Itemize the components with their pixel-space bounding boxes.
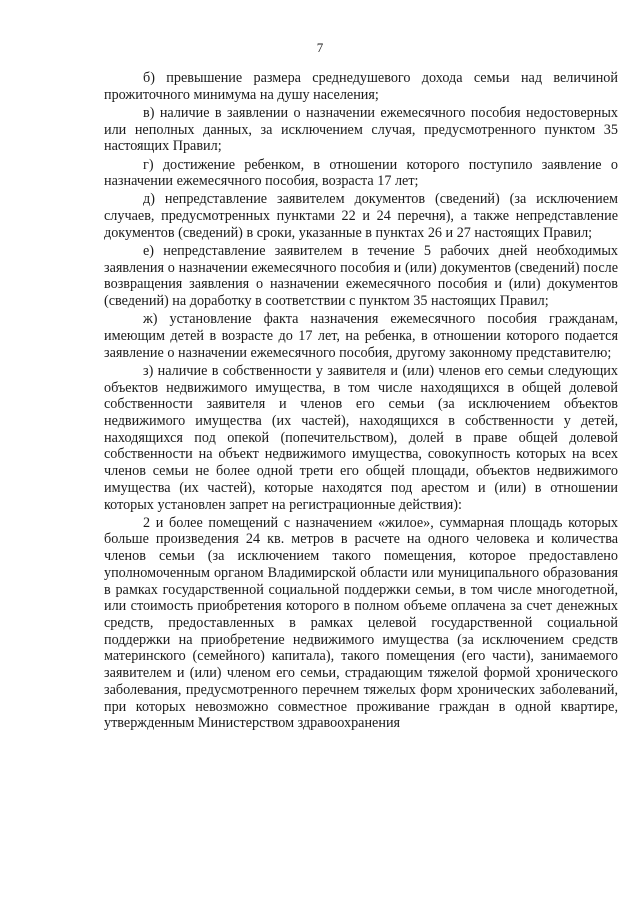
paragraph-z-item-1: 2 и более помещений с назначением «жилое», суммарная площадь которых больше произведения 24 кв. метров в расчете на одного человека и количества членов семьи (за исключением такого помещения, которое предоставлено уполномоченным органом Владимирской области или муниципального образования в рамках государственной социальной поддержки семьи, в том числе многодетной, или стоимость приобретения которого в полном объеме оплачена за счет денежных средств, предоставленных в рамках целевой государственной социальной поддержки на приобретение недвижимого имущества (за исключением средств материнского (семейного) капитала), такого помещения (его части), занимаемого заявителем и (или) членом его семьи, страдающим тяжелой формой хронического заболевания, предусмотренного перечнем тяжелых форм хронических заболеваний, при которых невозможно совместное проживание граждан в одной квартире, утвержденным Министерством здравоохранения (104, 514, 618, 732)
paragraph-d: д) непредставление заявителем документов (сведений) (за исключением случаев, предусмотренных пунктами 22 и 24 перечня), а также непредставление документов (сведений) в сроки, указанные в пунктах 26 и 27 настоящих Правил; (104, 191, 618, 241)
paragraph-v: в) наличие в заявлении о назначении ежемесячного пособия недостоверных или неполных данных, за исключением случая, предусмотренного пунктом 35 настоящих Правил; (104, 104, 618, 155)
paragraph-g: г) достижение ребенком, в отношении которого поступило заявление о назначении ежемесячного пособия, возраста 17 лет; (104, 156, 618, 190)
document-body (104, 70, 618, 733)
paragraph-e: е) непредставление заявителем в течение 5 рабочих дней необходимых заявления о назначении ежемесячного пособия и (или) документов (сведений) после возвращения заявления о назначении ежемесячного пособия и (или) документов (сведений) на доработку в соответствии с пунктом 35 настоящих Правил; (104, 243, 618, 310)
paragraph-z: з) наличие в собственности у заявителя и (или) членов его семьи следующих объектов недвижимого имущества, в том числе находящихся в общей долевой собственности заявителя и членов его семьи (за исключением объектов недвижимого имущества (их частей), находящихся в собственности у детей, находящихся под опекой (попечительством), долей в праве общей долевой собственности на объект недвижимого имущества, совокупность которых на всех членов семьи не более одной трети его общей площади, объектов недвижимого имущества (их частей), которые находятся под арестом и (или) в отношении которых установлен запрет на регистрационные действия): (104, 362, 618, 513)
paragraph-b: б) превышение размера среднедушевого дохода семьи над величиной прожиточного минимума на душу населения; (104, 70, 618, 103)
page-number: 7 (316, 40, 324, 55)
paragraph-zh: ж) установление факта назначения ежемесячного пособия гражданам, имеющим детей в возрасте до 17 лет, на ребенка, в отношении которого подается заявление о назначении ежемесячного пособия, другому законному представителю; (104, 311, 618, 361)
